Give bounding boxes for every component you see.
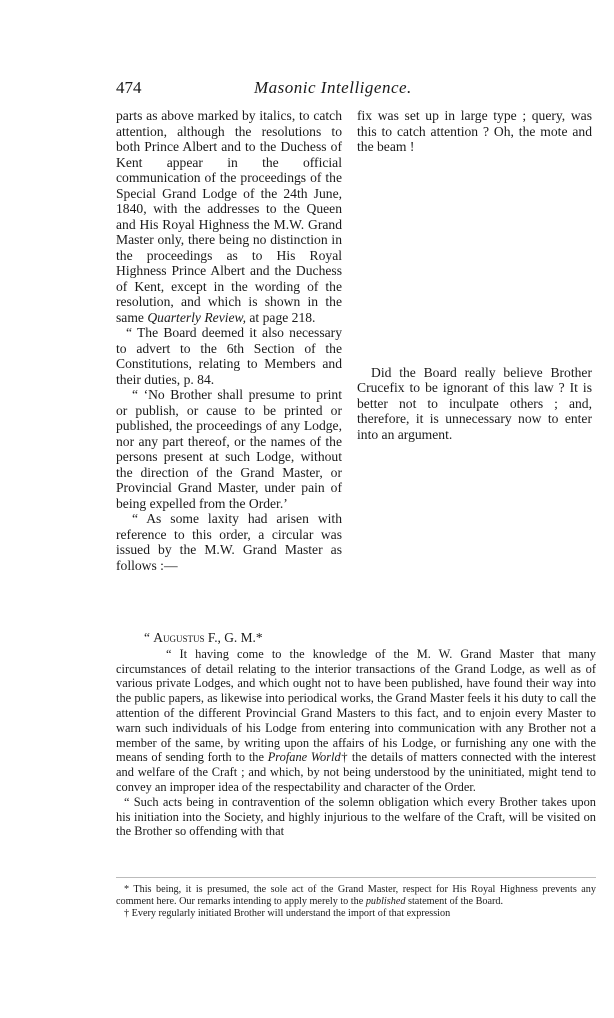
right-paragraph-2: Did the Board really believe Brother Crucefix to be ignorant of this law ? It is better not to inculpate others ; and, therefore, it is unnecessary now to enter into an argument.	[357, 364, 592, 442]
sig-rest: F., G. M.*	[204, 630, 263, 645]
circular-text	[116, 631, 596, 839]
running-head	[116, 78, 516, 102]
footnote-2: † Every regularly initiated Brother will understand the import of that expression	[124, 907, 451, 919]
sig-name: Augustus	[153, 630, 205, 645]
circular-paragraph-2: “ Such acts being in contravention of the solemn obligation which every Brother takes upon his initiation into the Society, and highly injurious to the welfare of the Craft, will be visited on the Brother so offending with that	[116, 794, 596, 839]
circular-p1-mark: †	[340, 750, 349, 765]
left-paragraph-3: “ ‘No Brother shall presume to print or publish, or cause to be printed or published, the proceedings of any Lodge, nor any part thereof, or the names of the persons present at such Lodge, without the direction of the Grand Master, or Provincial Grand Master, under pain of being expelled from the Order.’	[116, 387, 342, 511]
page-title: Masonic Intelligence.	[254, 78, 412, 97]
left-column	[116, 108, 342, 573]
circular-p1-b: the details of matters connected with the interest and welfare of the Craft ; and which, by not being understood by the uninitiated, might tend to convey an improper idea of the respectability and character of the Order.	[116, 750, 596, 794]
left-paragraph-1-text: parts as above marked by italics, to catch attention, although the resolutions to both Prince Albert and to the Duchess of Kent appear in the official communication of the proceedings of the Special Grand Lodge of the 24th June, 1840, with the addresses to the Queen and His Royal Highness the M.W. Grand Master only, there being no distinction in the proceedings as to His Royal Highness Prince Albert and the Duchess of Kent, except in the wording of the resolution, and which is shown in the same	[116, 108, 342, 325]
footnote-1-italic: published	[365, 895, 406, 907]
left-paragraph-1-italic: Quarterly Review,	[147, 309, 246, 325]
left-paragraph-1	[116, 108, 342, 325]
right-paragraph-1: fix was set up in large type ; query, was this to catch attention ? Oh, the mote and the beam !	[357, 108, 592, 154]
footnote-1	[116, 884, 596, 908]
left-paragraph-2: “ The Board deemed it also necessary to advert to the 6th Section of the Constitutions, relating to Members and their duties, p. 84.	[116, 325, 342, 387]
footnote-1-b: statement of the Board.	[405, 895, 504, 907]
sig-open: “	[144, 630, 154, 645]
footnote-1-a: * This being, it is presumed, the sole act of the Grand Master, respect for His Royal Highness prevents any comment here. Our remarks intending to apply merely to the	[116, 884, 596, 907]
circular-paragraph-1	[116, 647, 596, 795]
left-paragraph-4: “ As some laxity had arisen with reference to this order, a circular was issued by the M.W. Grand Master as follows :—	[116, 511, 342, 573]
circular-p1-a: “ It having come to the knowledge of the M. W. Grand Master that many circumstances of detail relating to the interior transactions of the Grand Lodge, as well as of various private Lodges, and which ought not to have been published, have found their way into the public papers, as likewise into periodical works, the Grand Master feels it his duty to call the attention of the different Provincial Grand Masters to this fact, and to enjoin every Master to warn such individuals of his Lodge from entering into communication with any Brother not a member of the same, by writing upon the affairs of his Lodge, or furnishing any one with the means of sending forth to the	[116, 646, 596, 765]
page-number: 474	[116, 78, 142, 97]
left-paragraph-1-end: at page 218.	[246, 309, 316, 325]
footnote-divider	[116, 877, 596, 878]
circular-signature	[116, 631, 596, 646]
circular-p1-italic: Profane World	[267, 750, 341, 765]
right-column	[357, 108, 592, 442]
footnotes	[116, 884, 596, 919]
